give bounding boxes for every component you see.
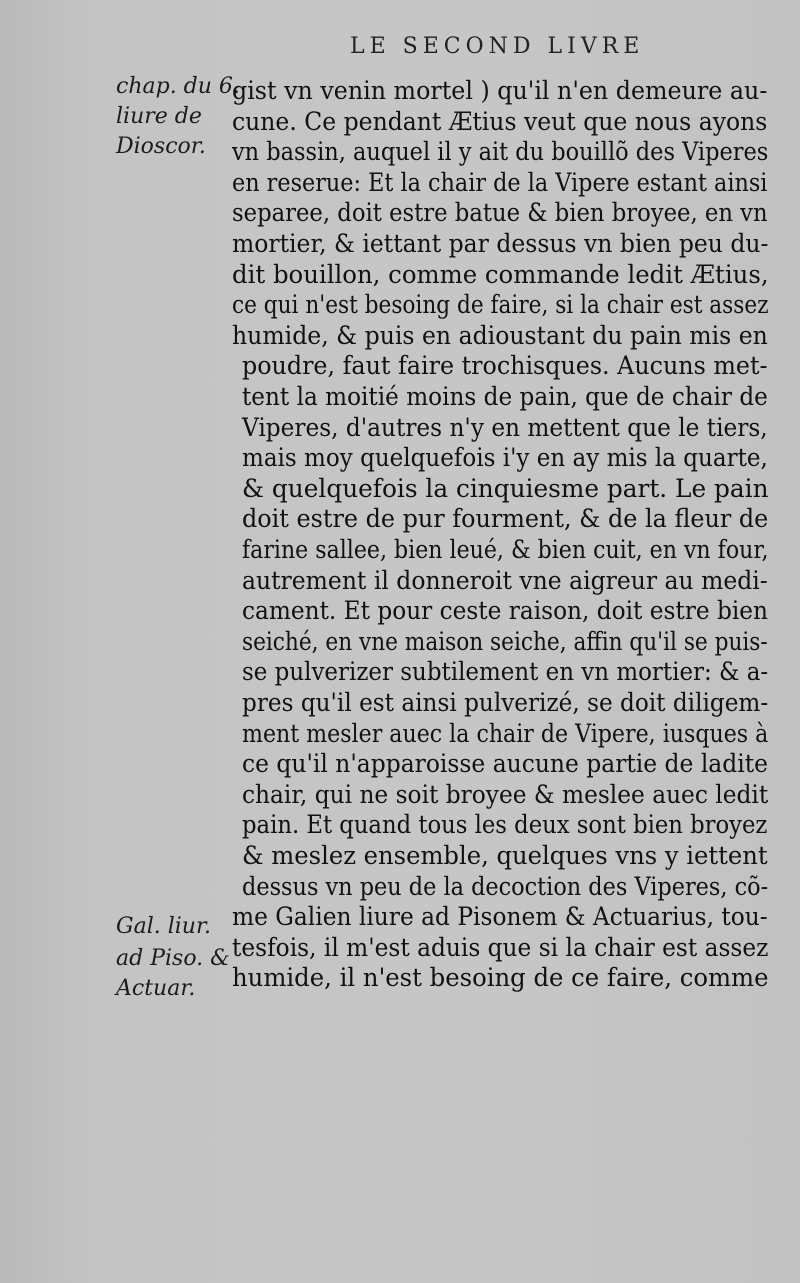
text-line: ce qu'il n'apparoisse aucune partie de ladite [242,749,768,779]
text-line: se pulverizer subtilement en vn mortier: & a- [242,657,769,687]
text-line: poudre, faut faire trochisques. Aucuns met- [242,351,768,381]
margin-note: Gal. liur. [116,914,212,939]
text-line: doit estre de pur fourment, & de la fleur de [242,504,769,534]
text-line: humide, il n'est besoing de ce faire, comme [232,963,769,993]
text-line: seiché, en vne maison seiche, affin qu'il se puis- [242,626,768,656]
text-line: chair, qui ne soit broyee & meslee auec ledit [242,779,769,809]
margin-note: ad Piso. & [116,946,230,971]
text-line: farine sallee, bien leué, & bien cuit, en vn four, [242,535,769,564]
margin-note: chap. du 6. [116,74,240,99]
text-line: ce qui n'est besoing de faire, si la chair est assez [232,290,769,320]
text-line: mais moy quelquefois i'y en ay mis la quarte, [242,443,768,473]
text-line: & quelquefois la cinquiesme part. Le pain [242,473,769,503]
text-line: separee, doit estre batue & bien broyee, en vn [232,198,768,228]
text-line: tent la moitié moins de pain, que de chair de [242,382,768,411]
text-line: dit bouillon, comme commande ledit Ætius, [232,259,769,289]
text-line: tesfois, il m'est aduis que si la chair est assez [232,932,769,962]
margin-note: Actuar. [116,976,196,1001]
text-line: dessus vn peu de la decoction des Viperes, cõ- [242,871,769,901]
text-line: cament. Et pour ceste raison, doit estre bien [242,596,768,626]
margin-note: liure de [116,104,202,129]
text-line: pres qu'il est ainsi pulverizé, se doit diligem- [242,688,769,717]
text-line: me Galien liure ad Pisonem & Actuarius, tou- [232,902,768,932]
text-line: autrement il donneroit vne aigreur au medi- [242,565,768,595]
text-line: mortier, & iettant par dessus vn bien peu du- [232,229,769,258]
text-line: & meslez ensemble, quelques vns y iettent [242,841,768,870]
text-line: gist vn venin mortel ) qu'il n'en demeure au- [232,76,768,105]
text-line: en reserue: Et la chair de la Vipere estant ainsi [232,167,768,197]
text-line: cune. Ce pendant Ætius veut que nous ayons [232,106,768,136]
text-line: pain. Et quand tous les deux sont bien broyez [242,810,768,840]
text-line: vn bassin, auquel il y ait du bouillõ des Viperes [232,137,769,167]
text-line: ment mesler auec la chair de Vipere, iusques à [242,718,769,748]
text-line: humide, & puis en adioustant du pain mis en [232,320,768,350]
text-line: Viperes, d'autres n'y en mettent que le tiers, [242,412,768,442]
running-head: LE SECOND LIVRE [350,34,645,59]
margin-note: Dioscor. [116,134,206,159]
